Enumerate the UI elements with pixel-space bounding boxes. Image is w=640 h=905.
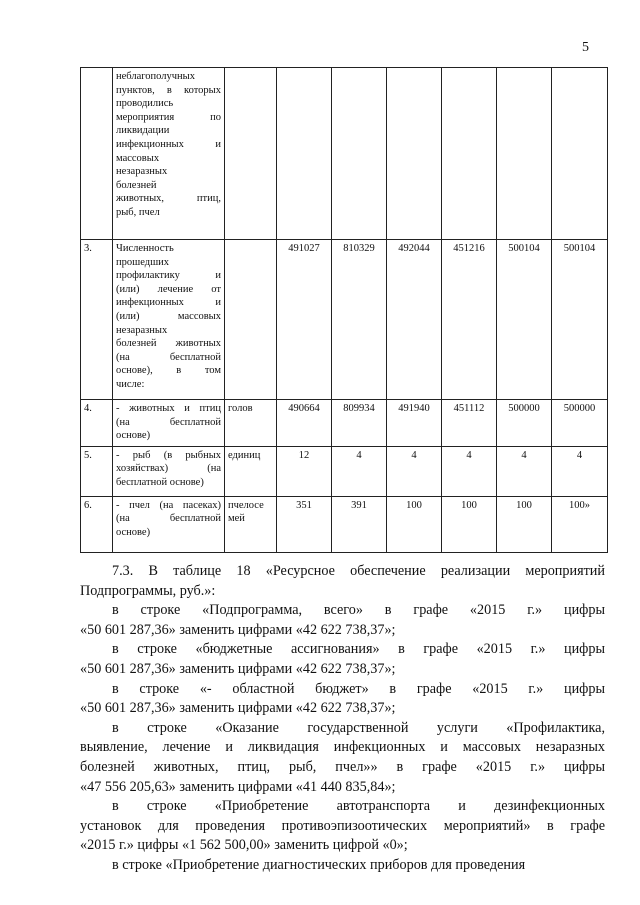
table-row [81,446,608,496]
indicator-name-line: числе: [116,378,145,390]
indicator-name-line: болезней [116,179,157,191]
unit-cell: голов [225,400,277,447]
paragraph-line: установок для проведения противоэпизоотических мероприятий» в графе [80,817,605,834]
indicator-name-line: рыб, пчел [116,206,160,218]
indicator-name-line: прошедших [116,256,170,268]
indicator-name-line: основе) [116,430,151,442]
indicator-name-line: инфекционных и [116,138,221,150]
paragraph [80,680,605,719]
body-text [80,562,605,876]
value-cell [442,68,497,240]
indicator-name-line: профилактику и [116,270,221,282]
paragraph-line: 7.3. В таблице 18 «Ресурсное обеспечение реализации мероприятий [112,563,605,579]
value-cell: 491940 [387,400,442,447]
indicator-name-line: животных, птиц, [116,193,221,205]
value-cell [277,68,332,240]
indicator-name-line: болезней животных [116,338,221,350]
indicator-name-line: - рыб (в рыбных [116,449,221,461]
indicator-name-line: хозяйствах) (на [116,463,221,475]
paragraph [80,719,605,797]
indicator-name-line: - пчел (на пасеках) [116,499,221,511]
value-cell [387,68,442,240]
indicators-table [80,67,608,553]
indicator-name-cell [113,68,225,240]
indicator-name-line: (на бесплатной [116,416,221,428]
value-cell: 490664 [277,400,332,447]
table-body [81,68,608,553]
indicator-name-line: ликвидации [116,125,170,137]
paragraph-line: выявление, лечение и ликвидация инфекционных и массовых незаразных [80,739,605,756]
row-number-cell [81,68,113,240]
table-row [81,496,608,552]
paragraph-line: в строке «Подпрограмма, всего» в графе «2015 г.» цифры [112,602,605,619]
unit-cell [225,240,277,400]
value-cell: 809934 [332,400,387,447]
paragraph-line: в строке «Оказание государственной услуги «Профилактика, [112,719,605,736]
value-cell: 4 [552,446,608,496]
value-cell: 451112 [442,400,497,447]
paragraph-line: в строке «Приобретение автотранспорта и дезинфекционных [112,798,605,815]
table-row [81,68,608,240]
value-cell: 500104 [552,240,608,400]
value-cell: 810329 [332,240,387,400]
indicator-name-cell [113,400,225,447]
paragraph-line: «47 556 205,63» заменить цифрами «41 440 835,84»; [80,778,396,795]
indicator-name-line: (или) лечение от [116,283,221,295]
indicator-name-line: Численность [116,243,174,254]
indicator-name-line: (на бесплатной [116,351,221,363]
indicator-name-line: массовых [116,152,160,164]
paragraph [80,797,605,856]
value-cell: 451216 [442,240,497,400]
indicator-name-line: мероприятия по [116,111,221,123]
indicator-name-line: пунктов, в которых [116,84,221,96]
paragraph-line: «2015 г.» цифры «1 562 500,00» заменить цифрой «0»; [80,837,408,854]
paragraph-line: Подпрограммы, руб.»: [80,582,216,599]
value-cell: 391 [332,496,387,552]
indicator-name-line: проводились [116,98,174,110]
table-row [81,400,608,447]
value-cell [497,68,552,240]
value-cell: 12 [277,446,332,496]
value-cell [332,68,387,240]
value-cell: 351 [277,496,332,552]
indicator-name-cell [113,240,225,400]
value-cell [552,68,608,240]
value-cell: 500104 [497,240,552,400]
paragraph-line: болезней животных, птиц, рыб, пчел»» в графе «2015 г.» цифры [80,758,605,775]
paragraph-line: «50 601 287,36» заменить цифрами «42 622 738,37»; [80,660,396,677]
indicator-name-line: основе), в том [116,365,221,377]
indicator-name-line: незаразных [116,324,168,336]
value-cell: 100 [442,496,497,552]
paragraph-line: «50 601 287,36» заменить цифрами «42 622 738,37»; [80,621,396,638]
indicator-name-line: незаразных [116,166,168,178]
value-cell: 4 [332,446,387,496]
value-cell: 100 [387,496,442,552]
paragraph-line: в строке «Приобретение диагностических приборов для проведения [112,856,526,873]
indicator-name-line: инфекционных и [116,297,221,309]
value-cell: 4 [497,446,552,496]
indicator-name-line: (на бесплатной [116,513,221,525]
paragraph [80,562,605,601]
unit-cell: единиц [225,446,277,496]
value-cell: 100» [552,496,608,552]
indicator-name-line: бесплатной основе) [116,476,204,488]
row-number-cell: 5. [81,446,113,496]
paragraph-line: в строке «- областной бюджет» в графе «2015 г.» цифры [112,680,605,697]
row-number-cell: 6. [81,496,113,552]
paragraph-line: «50 601 287,36» заменить цифрами «42 622 738,37»; [80,700,396,717]
value-cell: 4 [442,446,497,496]
value-cell: 500000 [497,400,552,447]
unit-cell [225,68,277,240]
paragraph-line: в строке «бюджетные ассигнования» в графе «2015 г.» цифры [112,641,605,658]
indicator-name-line: неблагополучных [116,71,195,82]
indicator-name-cell [113,446,225,496]
value-cell: 500000 [552,400,608,447]
row-number-cell: 3. [81,240,113,400]
indicator-name-cell [113,496,225,552]
value-cell: 100 [497,496,552,552]
value-cell: 492044 [387,240,442,400]
row-number-cell: 4. [81,400,113,447]
indicator-name-line: (или) массовых [116,310,221,322]
value-cell: 4 [387,446,442,496]
paragraph [80,601,605,640]
page-number: 5 [582,40,589,55]
indicator-name-line: - животных и птиц [116,403,221,414]
unit-cell: пчелосе мей [225,496,277,552]
indicator-name-line: основе) [116,526,151,538]
paragraph [80,640,605,679]
paragraph [80,856,605,876]
table-row [81,240,608,400]
value-cell: 491027 [277,240,332,400]
